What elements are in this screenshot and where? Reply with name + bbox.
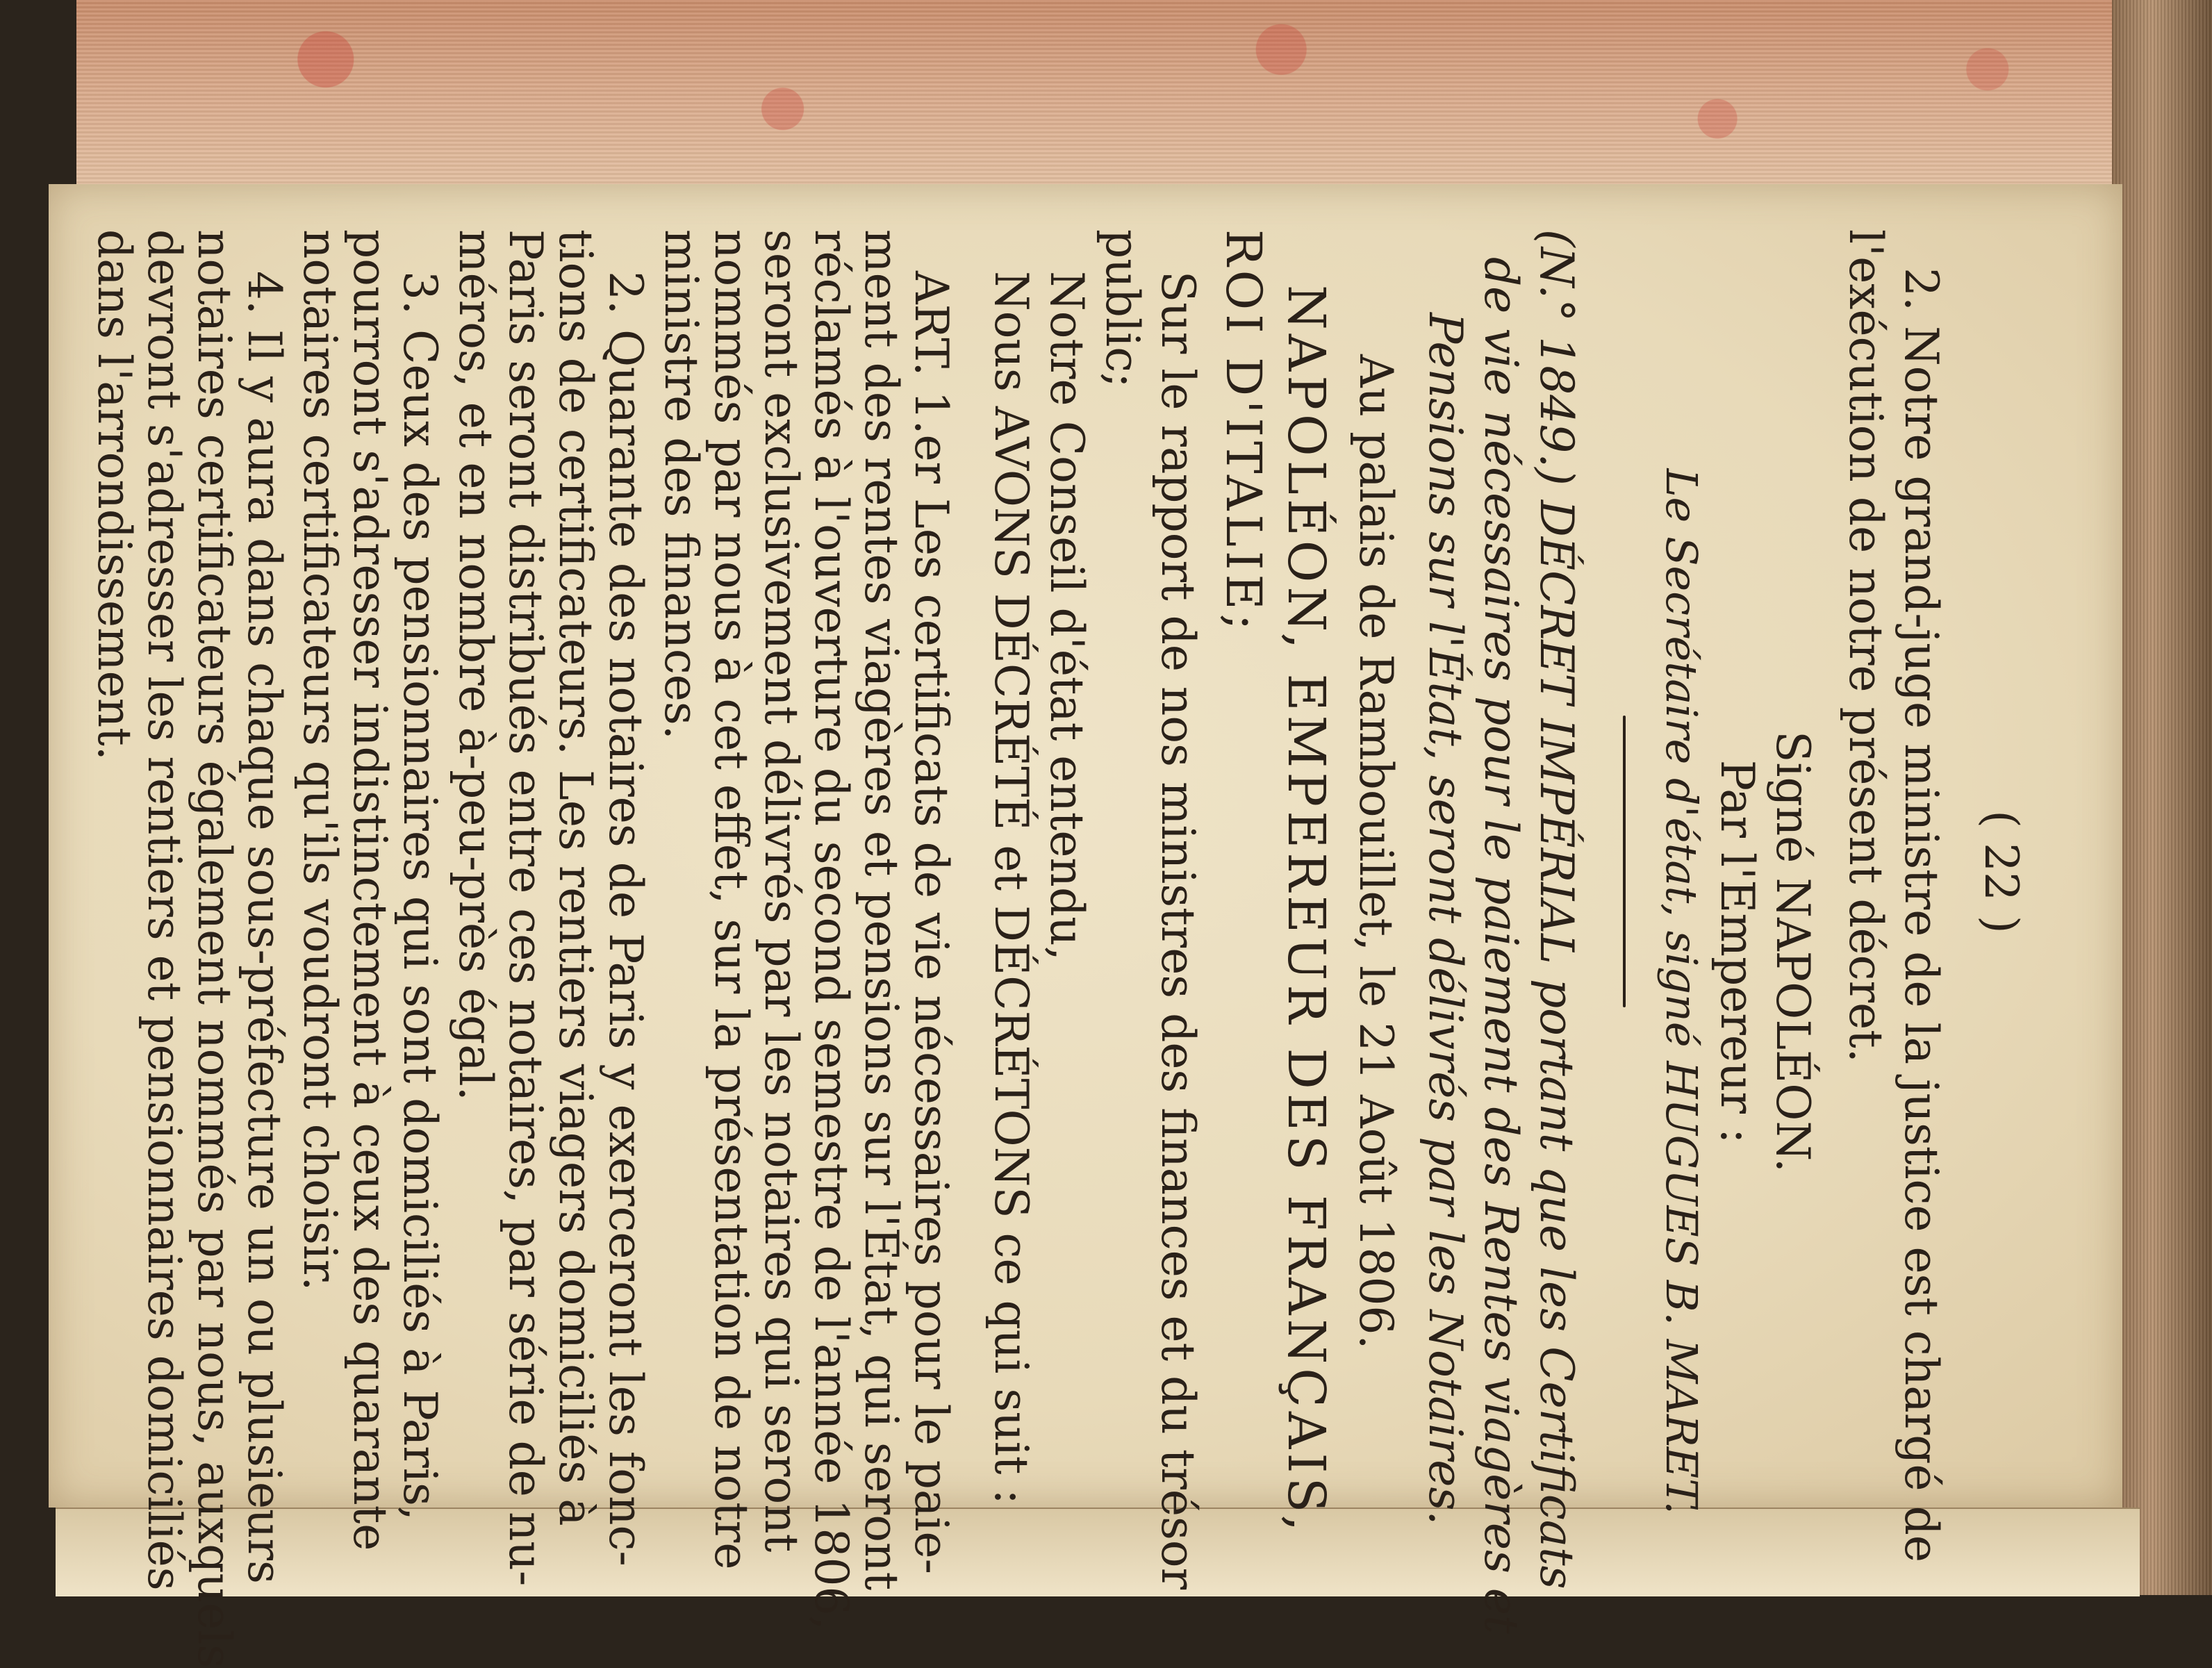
place-and-date: Au palais de Rambouillet, le 21 Août 1806. bbox=[1349, 354, 1403, 1350]
page-number: ( 22 ) bbox=[1974, 810, 2028, 934]
secretaire-detat: Le Secrétaire d'état, signé HUGUES B. MARET. bbox=[1656, 468, 1707, 1514]
article-2b-line-1: 2. Quarante des notaires de Paris y exerceront les fonc- bbox=[599, 271, 652, 1567]
rapport-line-1: Sur le rapport de nos ministres des finances et du trésor bbox=[1151, 271, 1205, 1590]
article-4-line-2: notaires certificateurs également nommés par nous, auxquels bbox=[188, 229, 241, 1668]
page-text bbox=[14, 229, 2070, 1668]
article-1-line-3: réclamés à l'ouverture du second semestre de l'année 1806, bbox=[804, 229, 858, 1630]
article-4-line-1: 4. Il y aura dans chaque sous-préfecture un ou plusieurs bbox=[238, 271, 291, 1584]
article-1-line-2: ment des rentes viagères et pensions sur l'État, qui seront bbox=[855, 229, 908, 1591]
decree-title-line-1: (N.° 1849.) DÉCRET IMPÉRIAL portant que les Certificats bbox=[1530, 229, 1583, 1589]
article-1-line-4: seront exclusivement délivrés par les notaires qui seront bbox=[754, 229, 808, 1553]
par-lempereur: Par l'Empereur : bbox=[1710, 759, 1764, 1144]
rapport-line-2: public; bbox=[1096, 229, 1149, 388]
signature-napoleon: Signé NAPOLÉON. bbox=[1766, 731, 1819, 1173]
article-2-line-2: l'exécution de notre présent décret. bbox=[1839, 229, 1892, 1063]
article-3-line-1: 3. Ceux des pensionnaires qui sont domiciliés à Paris, bbox=[393, 271, 447, 1521]
foxing-spots bbox=[76, 0, 2154, 198]
decree-title-line-3: Pensions sur l'État, seront délivrés par les Notaires. bbox=[1419, 313, 1472, 1526]
article-2b-line-3: Paris seront distribués entre ces notaires, par série de nu- bbox=[499, 229, 552, 1587]
article-1-line-6: ministre des finances. bbox=[654, 229, 708, 740]
article-2b-line-2: tions de certificateurs. Les rentiers viagers domiciliés à bbox=[549, 229, 602, 1526]
article-2-line-1: 2. Notre grand-juge ministre de la justice est chargé de bbox=[1895, 267, 1948, 1562]
article-4-line-4: dans l'arrondissement. bbox=[88, 229, 141, 761]
decree-title-line-2: de vie nécessaires pour le paiement des Rentes viagères et bbox=[1474, 257, 1528, 1634]
article-2b-line-4: méros, et en nombre à-peu-près égal. bbox=[449, 229, 502, 1101]
section-divider bbox=[1623, 716, 1626, 1007]
napoleon-title-line-1: NAPOLÉON, EMPEREUR DES FRANÇAIS, bbox=[1276, 285, 1336, 1536]
conseil-line: Notre Conseil d'état entendu, bbox=[1040, 271, 1093, 961]
article-1-line-1: ART. 1.er Les certificats de vie nécessaires pour le paie- bbox=[905, 271, 958, 1574]
article-3-line-2: pourront s'adresser indistinctement à ceux des quarante bbox=[343, 229, 397, 1551]
napoleon-title-line-2: ROI D'ITALIE; bbox=[1215, 229, 1272, 635]
article-4-line-3: devront s'adresser les rentiers et pensionnaires domiciliés bbox=[138, 229, 191, 1591]
avons-decrete-line: Nous AVONS DÉCRÉTÉ et DÉCRÉTONS ce qui suit : bbox=[984, 271, 1038, 1505]
article-3-line-3: notaires certificateurs qu'ils voudront choisir. bbox=[293, 229, 347, 1291]
article-1-line-5: nommés par nous à cet effet, sur la présentation de notre bbox=[704, 229, 758, 1570]
spine-page-edges bbox=[2112, 0, 2212, 1595]
